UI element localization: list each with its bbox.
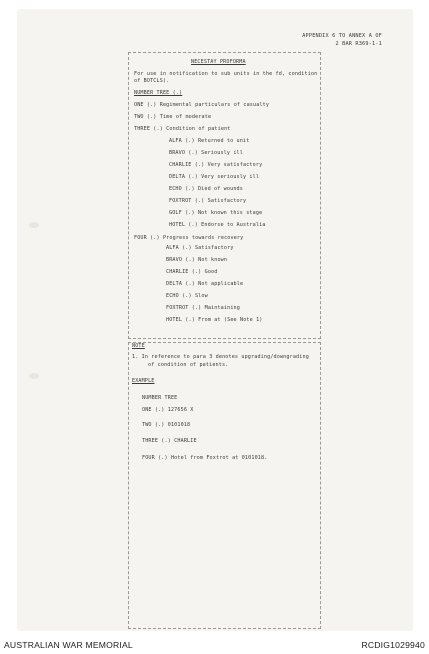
proforma-title: NECESTAY PROFORMA [191, 59, 246, 65]
note-text: 1. In reference to para 3 denotes upgrading/downgrading [132, 354, 309, 360]
condition-item: CHARLIE (.) Very satisfactory [169, 162, 263, 168]
reference-line: APPENDIX 6 TO ANNEX A OF [302, 33, 382, 39]
example-item: TWO (.) 0101018 [142, 422, 191, 428]
note-box [128, 342, 321, 629]
document-reference [302, 32, 382, 48]
example-item: FOUR (.) Hotel from Foxtrot at 0101018. [142, 455, 268, 461]
example-title: EXAMPLE [132, 378, 155, 384]
proforma-item: THREE (.) Condition of patient [134, 126, 231, 132]
condition-item: HOTEL (.) Endorse to Australia [169, 222, 266, 228]
condition-item: DELTA (.) Very seriously ill [169, 174, 260, 180]
proforma-intro: of BOTCLS). [134, 78, 170, 84]
progress-item: DELTA (.) Not applicable [166, 281, 244, 287]
proforma-item: ONE (.) Regimental particulars of casualty [134, 102, 270, 108]
footer-source: AUSTRALIAN WAR MEMORIAL [4, 640, 133, 650]
note-text: of condition of patients. [148, 362, 229, 368]
progress-item: BRAVO (.) Not known [166, 257, 228, 263]
proforma-item: TWO (.) Time of moderate [134, 114, 212, 120]
condition-item: BRAVO (.) Seriously ill [169, 150, 243, 156]
condition-item: FOXTROT (.) Satisfactory [169, 198, 247, 204]
progress-item: ALFA (.) Satisfactory [166, 245, 234, 251]
example-item: ONE (.) 127656 X [142, 407, 194, 413]
number-tree-heading: NUMBER TREE (.) [134, 90, 183, 96]
progress-item: ECHO (.) Slow [166, 293, 208, 299]
note-title: NOTE [132, 343, 145, 349]
condition-item: ECHO (.) Died of wounds [169, 186, 243, 192]
example-heading: NUMBER TREE [142, 395, 178, 401]
condition-item: GOLF (.) Not known this stage [169, 210, 263, 216]
reference-line: 2 BAR R369-1-1 [335, 41, 382, 47]
punch-hole [29, 373, 39, 379]
footer-bar [0, 636, 429, 654]
condition-item: ALFA (.) Returned to unit [169, 138, 250, 144]
progress-item: CHARLIE (.) Good [166, 269, 218, 275]
punch-hole [29, 222, 39, 228]
proforma-intro: For use in notification to sub units in the fd, condition [134, 71, 318, 77]
example-item: THREE (.) CHARLIE [142, 438, 197, 444]
progress-item: FOXTROT (.) Maintaining [166, 305, 240, 311]
footer-record-id: RCDIG1029940 [361, 640, 425, 650]
document-page [18, 10, 412, 630]
progress-item: HOTEL (.) From at (See Note 1) [166, 317, 263, 323]
proforma-item: FOUR (.) Progress towards recovery [134, 235, 244, 241]
